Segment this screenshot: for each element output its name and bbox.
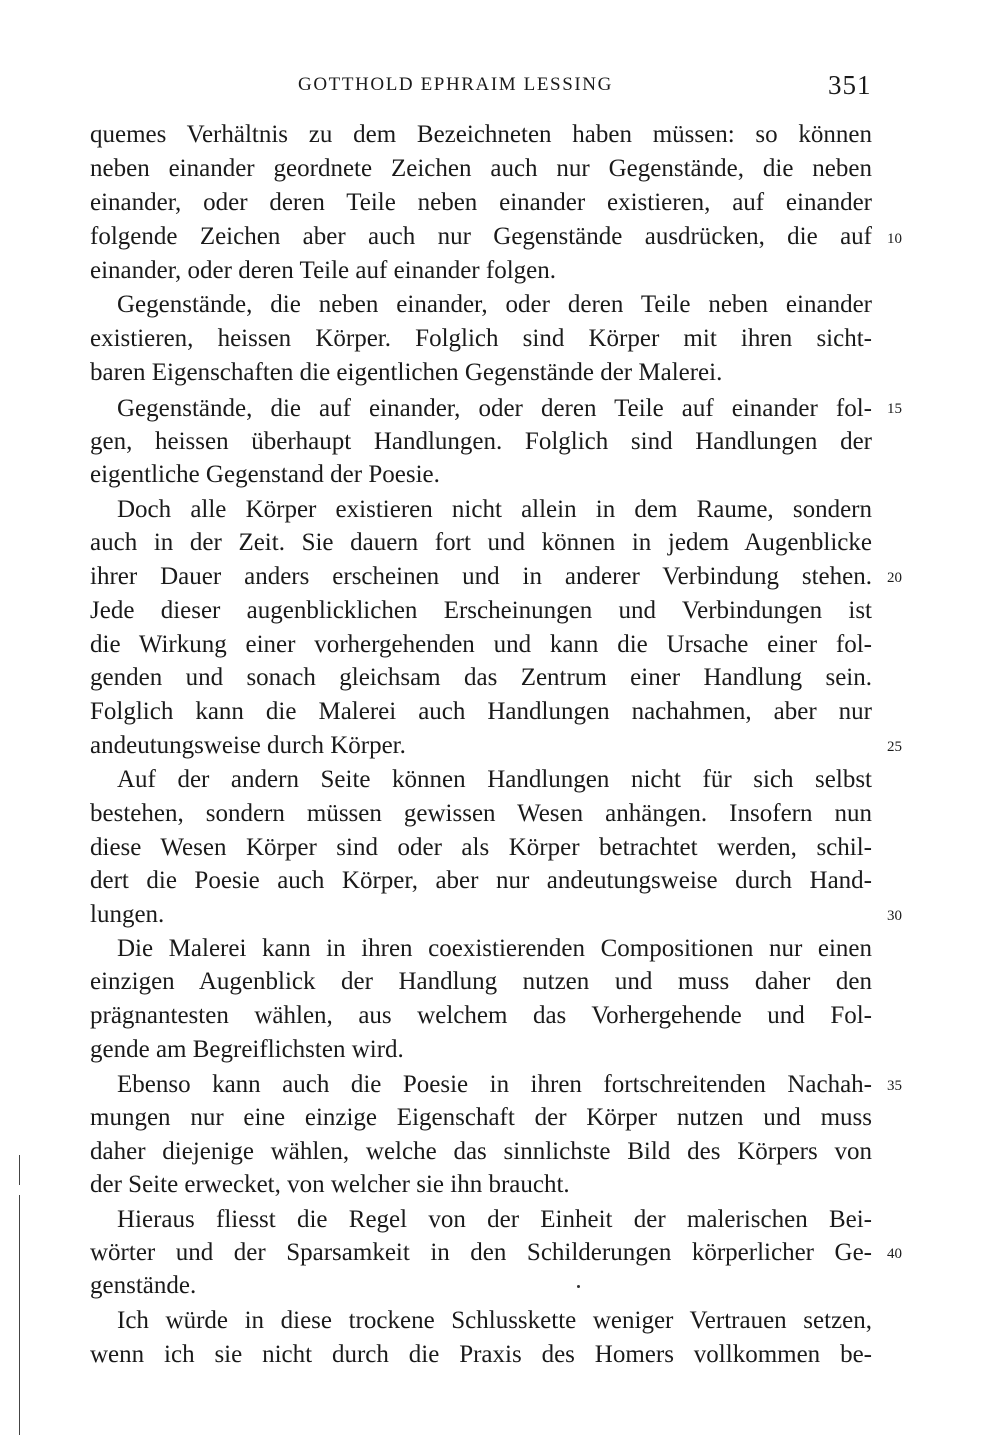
line-number: 30 — [887, 908, 902, 924]
text-line: dert die Poesie auch Körper, aber nur andeutungsweise durch Hand- — [90, 867, 872, 894]
text-line: diese Wesen Körper sind oder als Körper betrachtet werden, schil- — [90, 834, 872, 861]
line-number: 15 — [887, 401, 902, 417]
line-number: 20 — [887, 570, 902, 586]
text-line: Ich würde in diese trockene Schlusskette weniger Vertrauen setzen, — [117, 1307, 872, 1334]
text-line: Gegenstände, die neben einander, oder deren Teile neben einander — [117, 291, 872, 318]
text-line: Gegenstände, die auf einander, oder deren Teile auf einander fol- — [117, 395, 872, 422]
text-line: mungen nur eine einzige Eigenschaft der Körper nutzen und muss — [90, 1104, 872, 1131]
text-line: quemes Verhältnis zu dem Bezeichneten haben müssen: so können — [90, 121, 872, 148]
text-line: neben einander geordnete Zeichen auch nur Gegenstände, die neben — [90, 155, 872, 182]
text-line: gende am Begreiflichsten wird. — [90, 1036, 404, 1063]
text-line: einander, oder deren Teile auf einander folgen. — [90, 257, 557, 284]
text-line: genstände. — [90, 1272, 197, 1299]
text-line: einander, oder deren Teile neben einander existieren, auf einander — [90, 189, 872, 216]
text-line: bestehen, sondern müssen gewissen Wesen anhängen. Insofern nun — [90, 800, 872, 827]
page-number: 351 — [828, 70, 872, 100]
text-line: prägnantesten wählen, aus welchem das Vorhergehende und Fol- — [90, 1002, 872, 1029]
text-line: ihrer Dauer anders erscheinen und in anderer Verbindung stehen. — [90, 563, 872, 590]
text-line: Ebenso kann auch die Poesie in ihren fortschreitenden Nachah- — [117, 1071, 872, 1098]
text-line: Hieraus fliesst die Regel von der Einheit der malerischen Bei- — [117, 1206, 872, 1233]
line-number: 35 — [887, 1078, 902, 1094]
text-line: Folglich kann die Malerei auch Handlungen nachahmen, aber nur — [90, 698, 872, 725]
text-line: eigentliche Gegenstand der Poesie. — [90, 461, 440, 488]
text-line: Die Malerei kann in ihren coexistierenden Compositionen nur einen — [117, 935, 872, 962]
running-header — [0, 70, 1000, 110]
text-line: der Seite erwecket, von welcher sie ihn braucht. — [90, 1171, 570, 1198]
text-line: gen, heissen überhaupt Handlungen. Folglich sind Handlungen der — [90, 428, 872, 455]
text-line: die Wirkung einer vorhergehenden und kann die Ursache einer fol- — [90, 631, 872, 658]
text-line: auch in der Zeit. Sie dauern fort und können in jedem Augenblicke — [90, 529, 872, 556]
line-number: 25 — [887, 739, 902, 755]
line-number: 10 — [887, 231, 902, 247]
text-line: folgende Zeichen aber auch nur Gegenstände ausdrücken, die auf — [90, 223, 872, 250]
text-line: Auf der andern Seite können Handlungen nicht für sich selbst — [117, 766, 872, 793]
text-line: andeutungsweise durch Körper. — [90, 732, 406, 759]
text-line: lungen. — [90, 901, 165, 928]
text-line: existieren, heissen Körper. Folglich sind Körper mit ihren sicht- — [90, 325, 872, 352]
ink-speck — [577, 1285, 580, 1288]
scan-edge-mark — [19, 1195, 20, 1435]
line-number: 40 — [887, 1246, 902, 1262]
text-line: baren Eigenschaften die eigentlichen Gegenstände der Malerei. — [90, 359, 723, 386]
scan-edge-mark — [19, 1155, 20, 1185]
text-line: einzigen Augenblick der Handlung nutzen und muss daher den — [90, 968, 872, 995]
text-line: daher diejenige wählen, welche das sinnlichste Bild des Körpers von — [90, 1138, 872, 1165]
text-line: Jede dieser augenblicklichen Erscheinungen und Verbindungen ist — [90, 597, 872, 624]
text-line: wenn ich sie nicht durch die Praxis des Homers vollkommen be- — [90, 1341, 872, 1368]
running-title: GOTTHOLD EPHRAIM LESSING — [298, 74, 613, 95]
text-line: genden und sonach gleichsam das Zentrum einer Handlung sein. — [90, 664, 872, 691]
text-line: wörter und der Sparsamkeit in den Schilderungen körperlicher Ge- — [90, 1239, 872, 1266]
text-line: Doch alle Körper existieren nicht allein in dem Raume, sondern — [117, 496, 872, 523]
